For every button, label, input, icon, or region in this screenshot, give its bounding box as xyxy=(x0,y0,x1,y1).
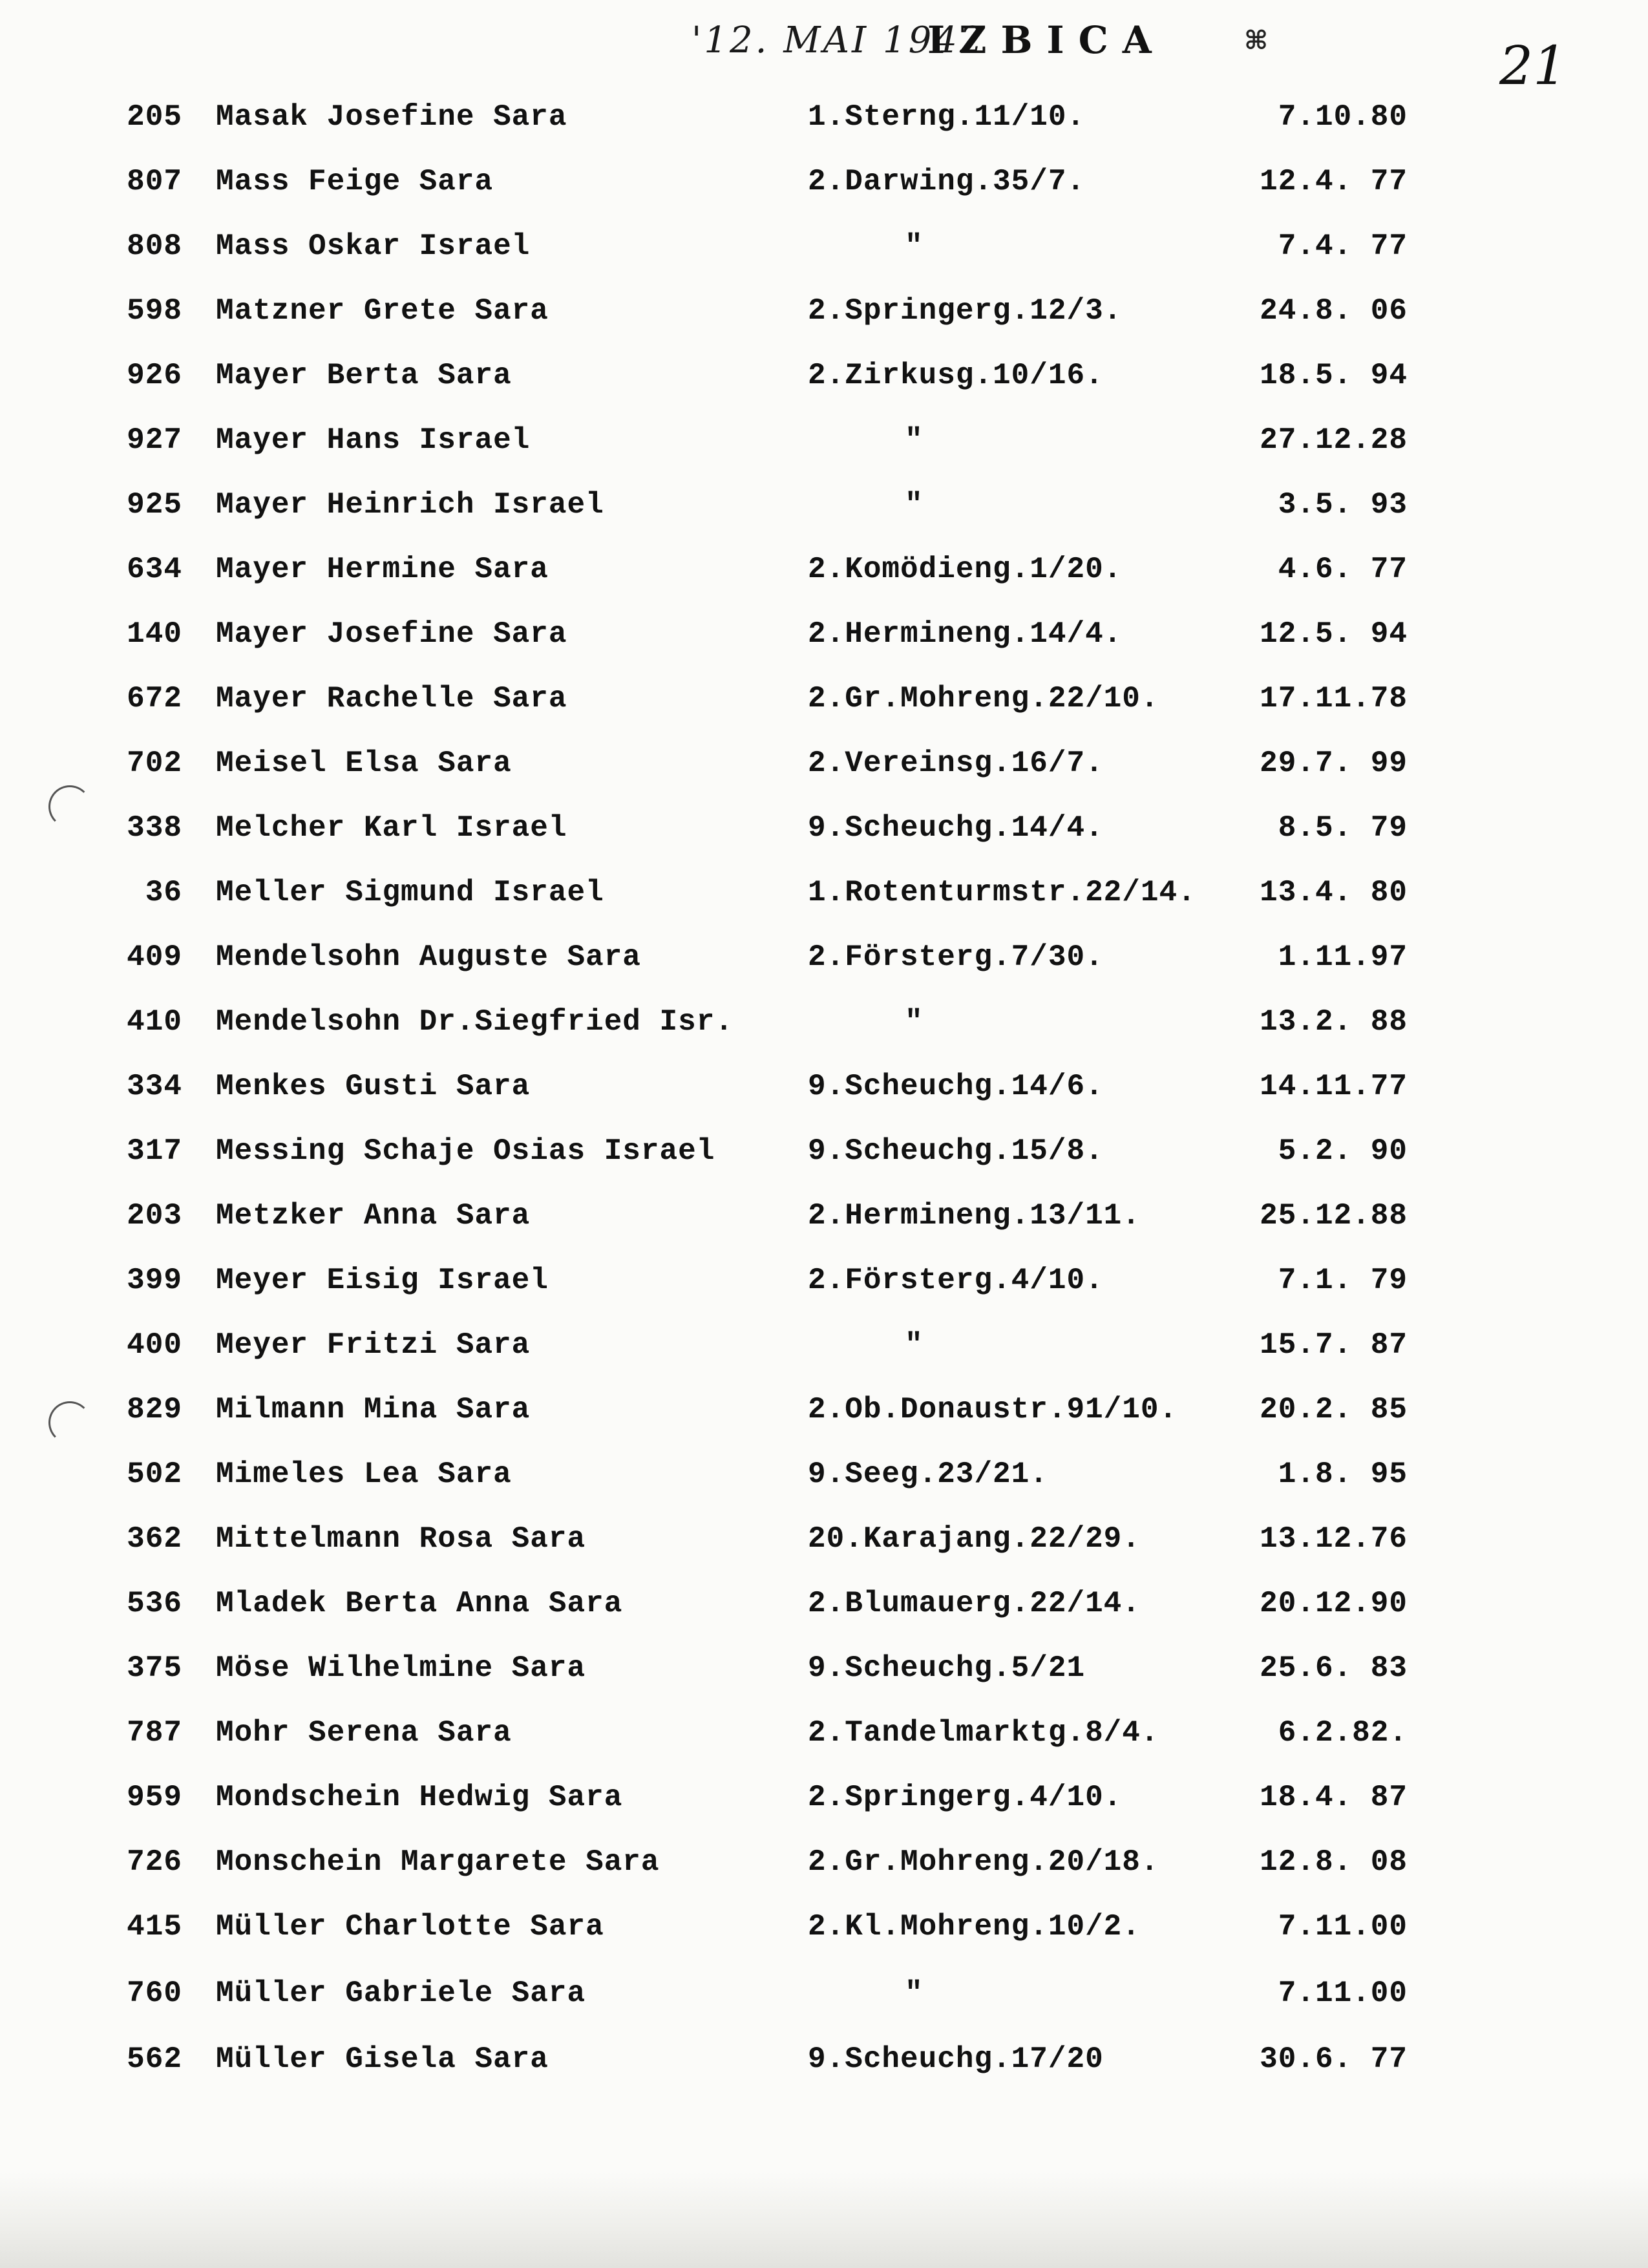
row-number: 36 xyxy=(145,876,182,909)
row-birthdate: 20.2. 85 xyxy=(1260,1393,1408,1426)
row-number: 760 xyxy=(127,1977,182,2010)
row-address: 2.Blumauerg.22/14. xyxy=(808,1587,1141,1620)
row-birthdate: 29.7. 99 xyxy=(1260,747,1408,780)
list-row xyxy=(0,1716,1648,1781)
row-name: Meller Sigmund Israel xyxy=(216,876,604,909)
list-row xyxy=(0,165,1648,229)
row-birthdate: 7.11.00 xyxy=(1278,1910,1408,1944)
row-number: 375 xyxy=(127,1651,182,1685)
row-address: 2.Gr.Mohreng.22/10. xyxy=(808,682,1159,715)
row-birthdate: 13.2. 88 xyxy=(1260,1005,1408,1039)
list-row xyxy=(0,1845,1648,1910)
row-number: 400 xyxy=(127,1328,182,1362)
row-birthdate: 5.2. 90 xyxy=(1278,1134,1408,1168)
row-birthdate: 7.11.00 xyxy=(1278,1977,1408,2010)
row-address: 9.Scheuchg.15/8. xyxy=(808,1134,1104,1168)
row-birthdate: 30.6. 77 xyxy=(1260,2042,1408,2076)
row-name: Matzner Grete Sara xyxy=(216,294,549,328)
row-address: " xyxy=(905,1005,924,1039)
row-address: 2.Springerg.4/10. xyxy=(808,1781,1123,1814)
row-address: 20.Karajang.22/29. xyxy=(808,1522,1141,1556)
row-birthdate: 12.4. 77 xyxy=(1260,165,1408,198)
row-name: Mendelsohn Dr.Siegfried Isr. xyxy=(216,1005,734,1039)
list-row xyxy=(0,1264,1648,1328)
stamp-mark-icon: ⌘ xyxy=(1244,26,1269,56)
row-address: 2.Hermineng.14/4. xyxy=(808,617,1123,651)
row-number: 203 xyxy=(127,1199,182,1233)
row-address: 2.Ob.Donaustr.91/10. xyxy=(808,1393,1178,1426)
row-number: 672 xyxy=(127,682,182,715)
row-number: 338 xyxy=(127,811,182,845)
row-birthdate: 18.5. 94 xyxy=(1260,359,1408,392)
row-name: Metzker Anna Sara xyxy=(216,1199,531,1233)
row-number: 926 xyxy=(127,359,182,392)
row-number: 959 xyxy=(127,1781,182,1814)
list-row xyxy=(0,553,1648,617)
row-birthdate: 27.12.28 xyxy=(1260,423,1408,457)
row-address: 2.Tandelmarktg.8/4. xyxy=(808,1716,1159,1750)
row-address: 9.Scheuchg.5/21 xyxy=(808,1651,1086,1685)
row-name: Mayer Rachelle Sara xyxy=(216,682,567,715)
list-row xyxy=(0,1522,1648,1587)
row-name: Mayer Josefine Sara xyxy=(216,617,567,651)
row-address: 9.Scheuchg.14/4. xyxy=(808,811,1104,845)
row-name: Menkes Gusti Sara xyxy=(216,1070,531,1103)
row-number: 726 xyxy=(127,1845,182,1879)
row-number: 562 xyxy=(127,2042,182,2076)
list-row xyxy=(0,1910,1648,1975)
row-name: Müller Gabriele Sara xyxy=(216,1977,586,2010)
row-address: " xyxy=(905,423,924,457)
row-number: 205 xyxy=(127,100,182,134)
row-address: 1.Rotenturmstr.22/14. xyxy=(808,876,1196,909)
list-row xyxy=(0,100,1648,165)
row-number: 829 xyxy=(127,1393,182,1426)
row-name: Messing Schaje Osias Israel xyxy=(216,1134,715,1168)
row-address: 9.Scheuchg.14/6. xyxy=(808,1070,1104,1103)
row-address: " xyxy=(905,488,924,522)
list-row xyxy=(0,876,1648,940)
list-row xyxy=(0,488,1648,553)
row-address: 2.Hermineng.13/11. xyxy=(808,1199,1141,1233)
row-number: 415 xyxy=(127,1910,182,1944)
row-birthdate: 1.11.97 xyxy=(1278,940,1408,974)
row-name: Mass Oskar Israel xyxy=(216,229,531,263)
row-address: 9.Seeg.23/21. xyxy=(808,1457,1048,1491)
row-number: 702 xyxy=(127,747,182,780)
place-stamp: IZBICA xyxy=(927,18,1166,62)
row-name: Monschein Margarete Sara xyxy=(216,1845,660,1879)
row-number: 634 xyxy=(127,553,182,586)
row-address: 2.Gr.Mohreng.20/18. xyxy=(808,1845,1159,1879)
row-birthdate: 12.5. 94 xyxy=(1260,617,1408,651)
list-row xyxy=(0,940,1648,1005)
list-row xyxy=(0,747,1648,811)
row-name: Mendelsohn Auguste Sara xyxy=(216,940,641,974)
row-birthdate: 6.2.82. xyxy=(1278,1716,1408,1750)
list-row xyxy=(0,1328,1648,1393)
list-row xyxy=(0,1977,1648,2041)
list-row xyxy=(0,2042,1648,2107)
row-birthdate: 20.12.90 xyxy=(1260,1587,1408,1620)
list-row xyxy=(0,229,1648,294)
row-birthdate: 14.11.77 xyxy=(1260,1070,1408,1103)
row-birthdate: 13.4. 80 xyxy=(1260,876,1408,909)
row-name: Mayer Berta Sara xyxy=(216,359,512,392)
row-number: 598 xyxy=(127,294,182,328)
row-number: 410 xyxy=(127,1005,182,1039)
row-number: 362 xyxy=(127,1522,182,1556)
row-name: Mittelmann Rosa Sara xyxy=(216,1522,586,1556)
row-name: Mass Feige Sara xyxy=(216,165,494,198)
row-birthdate: 7.10.80 xyxy=(1278,100,1408,134)
row-address: 2.Kl.Mohreng.10/2. xyxy=(808,1910,1141,1944)
row-address: 2.Komödieng.1/20. xyxy=(808,553,1123,586)
row-name: Milmann Mina Sara xyxy=(216,1393,531,1426)
list-row xyxy=(0,811,1648,876)
row-address: " xyxy=(905,1977,924,2010)
row-birthdate: 3.5. 93 xyxy=(1278,488,1408,522)
row-birthdate: 4.6. 77 xyxy=(1278,553,1408,586)
row-name: Meyer Fritzi Sara xyxy=(216,1328,531,1362)
row-address: 2.Vereinsg.16/7. xyxy=(808,747,1104,780)
row-number: 808 xyxy=(127,229,182,263)
row-birthdate: 18.4. 87 xyxy=(1260,1781,1408,1814)
row-name: Meyer Eisig Israel xyxy=(216,1264,549,1297)
row-birthdate: 15.7. 87 xyxy=(1260,1328,1408,1362)
row-birthdate: 12.8. 08 xyxy=(1260,1845,1408,1879)
row-address: " xyxy=(905,229,924,263)
row-number: 409 xyxy=(127,940,182,974)
row-name: Mondschein Hedwig Sara xyxy=(216,1781,623,1814)
row-number: 927 xyxy=(127,423,182,457)
row-address: 1.Sterng.11/10. xyxy=(808,100,1086,134)
row-name: Melcher Karl Israel xyxy=(216,811,567,845)
row-number: 536 xyxy=(127,1587,182,1620)
row-name: Mimeles Lea Sara xyxy=(216,1457,512,1491)
row-birthdate: 7.1. 79 xyxy=(1278,1264,1408,1297)
row-address: " xyxy=(905,1328,924,1362)
list-row xyxy=(0,359,1648,423)
list-row xyxy=(0,294,1648,359)
list-row xyxy=(0,682,1648,747)
row-address: 2.Försterg.4/10. xyxy=(808,1264,1104,1297)
row-birthdate: 25.6. 83 xyxy=(1260,1651,1408,1685)
row-name: Mohr Serena Sara xyxy=(216,1716,512,1750)
row-number: 140 xyxy=(127,617,182,651)
row-birthdate: 25.12.88 xyxy=(1260,1199,1408,1233)
row-address: 2.Zirkusg.10/16. xyxy=(808,359,1104,392)
row-address: 2.Darwing.35/7. xyxy=(808,165,1086,198)
list-row xyxy=(0,1134,1648,1199)
row-address: 2.Försterg.7/30. xyxy=(808,940,1104,974)
row-number: 317 xyxy=(127,1134,182,1168)
list-row xyxy=(0,1005,1648,1070)
row-name: Masak Josefine Sara xyxy=(216,100,567,134)
row-number: 502 xyxy=(127,1457,182,1491)
list-row xyxy=(0,1587,1648,1651)
row-birthdate: 24.8. 06 xyxy=(1260,294,1408,328)
list-row xyxy=(0,1651,1648,1716)
row-number: 787 xyxy=(127,1716,182,1750)
list-row xyxy=(0,1199,1648,1264)
row-name: Müller Charlotte Sara xyxy=(216,1910,604,1944)
row-number: 807 xyxy=(127,165,182,198)
list-row xyxy=(0,1781,1648,1845)
row-number: 334 xyxy=(127,1070,182,1103)
page-bottom-edge xyxy=(0,2172,1648,2268)
row-address: 9.Scheuchg.17/20 xyxy=(808,2042,1104,2076)
row-birthdate: 7.4. 77 xyxy=(1278,229,1408,263)
row-name: Meisel Elsa Sara xyxy=(216,747,512,780)
list-row xyxy=(0,1070,1648,1134)
row-number: 399 xyxy=(127,1264,182,1297)
row-birthdate: 1.8. 95 xyxy=(1278,1457,1408,1491)
row-name: Mayer Heinrich Israel xyxy=(216,488,604,522)
list-row xyxy=(0,1393,1648,1457)
row-number: 925 xyxy=(127,488,182,522)
row-birthdate: 8.5. 79 xyxy=(1278,811,1408,845)
row-name: Mayer Hans Israel xyxy=(216,423,531,457)
list-row xyxy=(0,1457,1648,1522)
list-row xyxy=(0,617,1648,682)
list-row xyxy=(0,423,1648,488)
row-birthdate: 17.11.78 xyxy=(1260,682,1408,715)
row-name: Mladek Berta Anna Sara xyxy=(216,1587,623,1620)
row-name: Mayer Hermine Sara xyxy=(216,553,549,586)
row-birthdate: 13.12.76 xyxy=(1260,1522,1408,1556)
row-name: Müller Gisela Sara xyxy=(216,2042,549,2076)
row-address: 2.Springerg.12/3. xyxy=(808,294,1123,328)
row-name: Möse Wilhelmine Sara xyxy=(216,1651,586,1685)
page-number: 21 xyxy=(1499,36,1567,97)
date-stamp: '12. MAI 1942 xyxy=(692,19,986,61)
